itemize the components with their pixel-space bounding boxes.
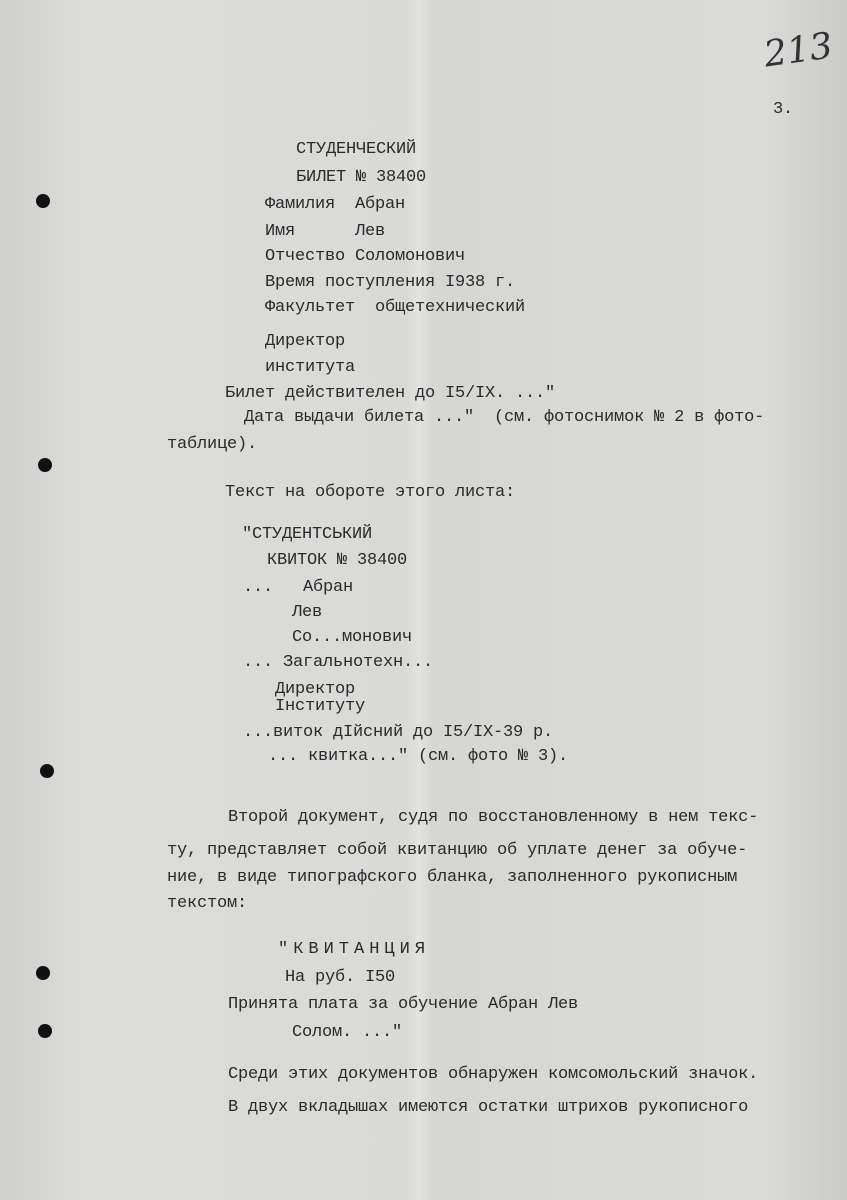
punch-hole [40,764,54,778]
text-line: В двух вкладышах имеются остатки штрихов рукописного [228,1098,749,1117]
punch-hole [36,194,50,208]
reverse-faculty: ... Загальнотехн... [243,653,434,672]
issue-date-line: Дата выдачи билета ..." (см. фотоснимок № 2 в фото- [244,408,765,427]
punch-hole [38,1024,52,1038]
reverse-heading: Текст на обороте этого листа: [225,483,516,502]
patronymic-line: Отчество Соломонович [265,247,466,266]
text-line: ту, представляет собой квитанцию об уплате денег за обуче- [167,841,748,860]
institute-line: института [265,358,356,377]
name-line: Имя Лев [265,222,386,241]
director-line: Директор [265,332,346,351]
text-line: Второй документ, судя по восстановленному в нем текс- [228,808,759,827]
surname-line: Фамилия Абран [265,195,406,214]
ticket-number: БИЛЕТ № 38400 [296,168,427,187]
punch-hole [36,966,50,980]
reverse-ticket-ref: ... квитка..." (см. фото № 3). [268,747,569,766]
reverse-valid: ...виток дІйсний до I5/IX-39 р. [243,723,554,742]
handwritten-folio-number: 213 [761,25,836,76]
valid-line: Билет действителен до I5/IX. ..." [225,384,556,403]
receipt-payment: Принята плата за обучение Абран Лев [228,995,579,1014]
receipt-title: "КВИТАНЦИЯ [278,940,431,959]
reverse-surname: ... Абран [243,578,354,597]
reverse-institute: Інституту [275,697,366,716]
reverse-number: КВИТОК № 38400 [267,551,408,570]
text-line: Среди этих документов обнаружен комсомольский значок. [228,1065,759,1084]
reverse-patronymic: Со...монович [292,628,413,647]
receipt-patronymic: Солом. ..." [292,1023,403,1042]
reverse-title: "СТУДЕНТСЬКИЙ [242,525,373,544]
faculty-line: Факультет общетехнический [265,298,526,317]
text-line: ние, в виде типографского бланка, заполненного рукописным [167,868,738,887]
text-line: таблице). [167,435,258,454]
punch-hole [38,458,52,472]
text-line: текстом: [167,894,248,913]
page-number: 3. [773,100,794,119]
admission-line: Время поступления I938 г. [265,273,516,292]
reverse-director: Директор [275,680,356,699]
ticket-title: СТУДЕНЧЕСКИЙ [296,140,417,159]
reverse-name: Лев [292,603,323,622]
receipt-amount: На руб. I50 [285,968,396,987]
